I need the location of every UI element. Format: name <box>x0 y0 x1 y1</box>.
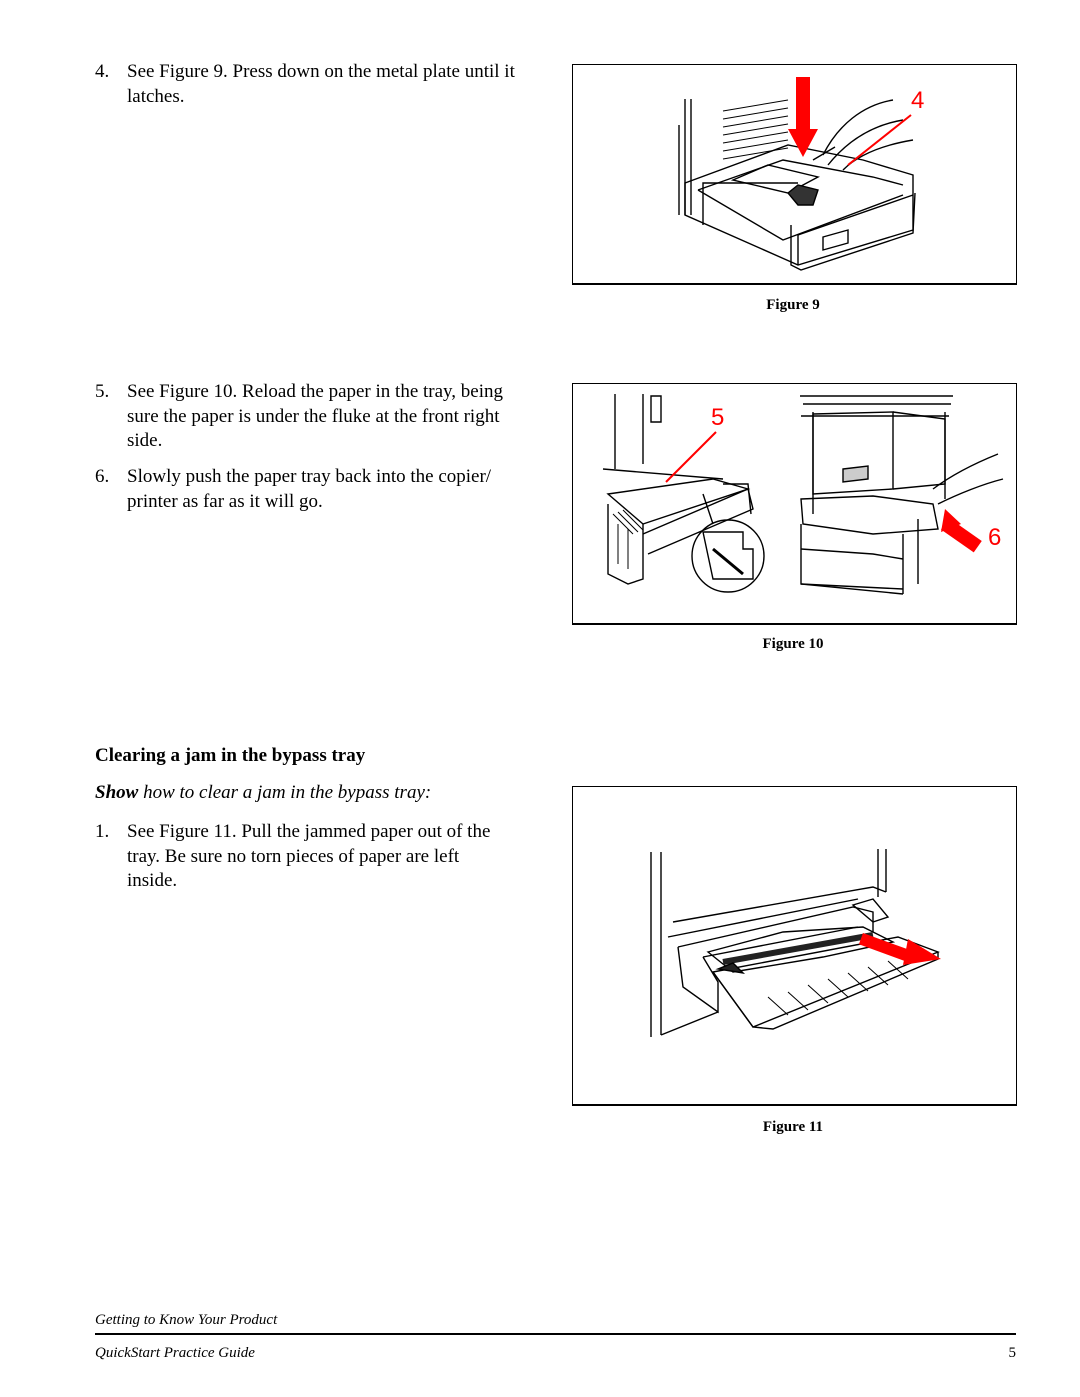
step-4 <box>95 60 565 112</box>
reload-paper-illustration <box>573 384 1016 623</box>
page-number: 5 <box>1008 1345 1016 1361</box>
footer-chapter: Getting to Know Your Product <box>95 1312 278 1328</box>
step-text-line: latches. <box>127 85 185 107</box>
figure-9-caption: Figure 9 <box>766 297 820 313</box>
step-number: 6. <box>95 466 110 487</box>
paper-tray-illustration <box>573 65 1016 283</box>
step-number: 5. <box>95 381 110 402</box>
red-down-arrow-icon <box>788 77 818 157</box>
step-text-line: inside. <box>127 870 178 891</box>
callout-5: 5 <box>711 404 725 431</box>
step-text-line: side. <box>127 430 163 451</box>
figure-10-illustration <box>572 383 1017 625</box>
intro-bold-word: Show <box>95 782 139 803</box>
intro-rest: how to clear a jam in the bypass tray: <box>138 782 432 803</box>
step-1 <box>95 820 565 894</box>
step-text-line: sure the paper is under the fluke at the front right <box>127 405 500 427</box>
figure-11-caption: Figure 11 <box>762 1119 824 1135</box>
step-number: 1. <box>95 821 110 842</box>
figure-10-caption: Figure 10 <box>762 636 824 652</box>
step-text-line: printer as far as it will go. <box>127 490 323 512</box>
step-text-line: Slowly push the paper tray back into the copier/ <box>127 466 492 487</box>
figure-9-illustration <box>572 64 1017 285</box>
callout-4: 4 <box>911 87 925 114</box>
red-push-arrow-icon <box>941 509 982 552</box>
section-intro <box>95 782 431 804</box>
step-text-line: See Figure 9. Press down on the metal plate until it <box>127 61 515 82</box>
footer-rule <box>95 1333 1016 1335</box>
footer-guide-title: QuickStart Practice Guide <box>95 1345 255 1361</box>
section-heading: Clearing a jam in the bypass tray <box>95 745 366 766</box>
callout-6: 6 <box>988 524 1002 551</box>
step-text-line: See Figure 11. Pull the jammed paper out of the <box>127 821 491 842</box>
step-text-line: tray. Be sure no torn pieces of paper are left <box>127 845 460 867</box>
step-5 <box>95 380 565 454</box>
bypass-tray-illustration <box>573 787 1016 1104</box>
step-text-line: See Figure 10. Reload the paper in the tray, being <box>127 381 504 402</box>
step-number: 4. <box>95 61 110 82</box>
figure-11-illustration <box>572 786 1017 1106</box>
step-6 <box>95 465 565 517</box>
